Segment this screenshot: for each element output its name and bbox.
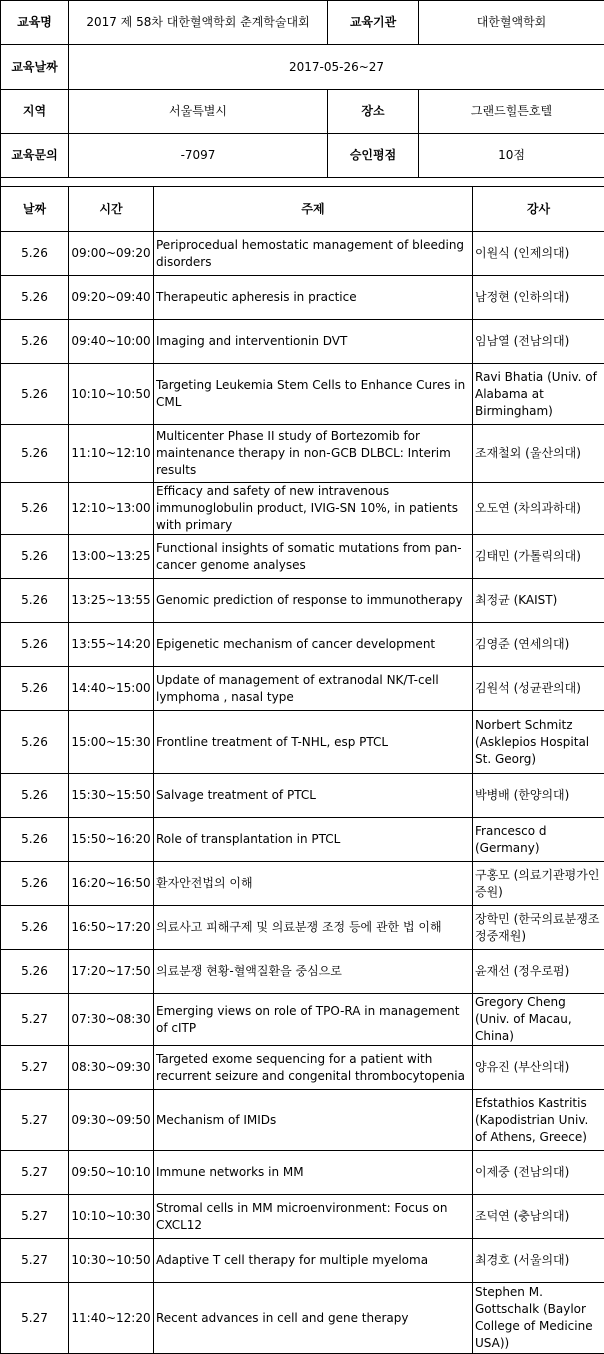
- row-speaker: 구홍모 (의료기관평가인증원): [473, 862, 604, 906]
- table-row: [1, 232, 604, 276]
- row-date: 5.27: [1, 1283, 69, 1354]
- row-topic: Epigenetic mechanism of cancer development: [154, 623, 473, 667]
- table-row: [1, 364, 604, 425]
- row-time: 14:40~15:00: [69, 667, 154, 711]
- row-date: 5.27: [1, 1239, 69, 1283]
- header-speaker: 강사: [473, 187, 604, 232]
- row-speaker: Norbert Schmitz (Asklepios Hospital St. Georg): [473, 711, 604, 774]
- row-date: 5.27: [1, 1046, 69, 1090]
- row-time: 13:55~14:20: [69, 623, 154, 667]
- header-date: 날짜: [1, 187, 69, 232]
- info-row: [1, 45, 604, 90]
- row-speaker: 최정균 (KAIST): [473, 579, 604, 623]
- row-speaker: 양유진 (부산의대): [473, 1046, 604, 1090]
- row-time: 09:40~10:00: [69, 320, 154, 364]
- contact-value: -7097: [69, 134, 328, 178]
- region-value: 서울특별시: [69, 90, 328, 134]
- row-speaker: 조재철외 (울산의대): [473, 425, 604, 483]
- row-date: 5.27: [1, 1090, 69, 1151]
- row-date: 5.26: [1, 232, 69, 276]
- row-date: 5.26: [1, 711, 69, 774]
- table-row: [1, 1046, 604, 1090]
- row-time: 15:30~15:50: [69, 774, 154, 818]
- row-speaker: 오도연 (차의과하대): [473, 483, 604, 535]
- row-topic: Genomic prediction of response to immunotherapy: [154, 579, 473, 623]
- row-time: 16:50~17:20: [69, 906, 154, 950]
- row-topic: Emerging views on role of TPO-RA in management of cITP: [154, 994, 473, 1046]
- row-time: 13:00~13:25: [69, 535, 154, 579]
- table-row: [1, 950, 604, 994]
- course-name-label: 교육명: [1, 1, 69, 45]
- table-row: [1, 862, 604, 906]
- row-speaker: 김원석 (성균관의대): [473, 667, 604, 711]
- row-date: 5.26: [1, 364, 69, 425]
- row-topic: Immune networks in MM: [154, 1151, 473, 1195]
- table-separator: [0, 176, 604, 186]
- row-date: 5.27: [1, 994, 69, 1046]
- row-date: 5.26: [1, 906, 69, 950]
- row-speaker: 장학민 (한국의료분쟁조정중재원): [473, 906, 604, 950]
- date-value: 2017-05-26~27: [69, 45, 604, 90]
- row-topic: Periprocedual hemostatic management of bleeding disorders: [154, 232, 473, 276]
- row-date: 5.26: [1, 579, 69, 623]
- table-row: [1, 276, 604, 320]
- table-row: [1, 1090, 604, 1151]
- row-date: 5.26: [1, 276, 69, 320]
- table-row: [1, 623, 604, 667]
- row-time: 08:30~09:30: [69, 1046, 154, 1090]
- row-date: 5.26: [1, 425, 69, 483]
- row-date: 5.26: [1, 862, 69, 906]
- row-date: 5.27: [1, 1195, 69, 1239]
- row-time: 15:00~15:30: [69, 711, 154, 774]
- row-speaker: Efstathios Kastritis (Kapodistrian Univ. of Athens, Greece): [473, 1090, 604, 1151]
- row-time: 11:40~12:20: [69, 1283, 154, 1354]
- row-time: 10:30~10:50: [69, 1239, 154, 1283]
- row-time: 16:20~16:50: [69, 862, 154, 906]
- row-topic: Salvage treatment of PTCL: [154, 774, 473, 818]
- course-info-table: [0, 0, 604, 178]
- row-speaker: 이제중 (전남의대): [473, 1151, 604, 1195]
- row-time: 09:00~09:20: [69, 232, 154, 276]
- row-time: 12:10~13:00: [69, 483, 154, 535]
- table-row: [1, 1239, 604, 1283]
- row-speaker: 조덕연 (충남의대): [473, 1195, 604, 1239]
- row-time: 09:50~10:10: [69, 1151, 154, 1195]
- row-speaker: 이원식 (인제의대): [473, 232, 604, 276]
- venue-value: 그랜드힐튼호텔: [419, 90, 604, 134]
- table-row: [1, 994, 604, 1046]
- course-name-value: 2017 제 58차 대한혈액학회 춘계학술대회: [69, 1, 328, 45]
- info-row: [1, 1, 604, 45]
- row-date: 5.26: [1, 623, 69, 667]
- row-time: 10:10~10:50: [69, 364, 154, 425]
- table-row: [1, 1151, 604, 1195]
- row-topic: Therapeutic apheresis in practice: [154, 276, 473, 320]
- row-time: 17:20~17:50: [69, 950, 154, 994]
- row-topic: Targeted exome sequencing for a patient with recurrent seizure and congenital thrombocytopenia: [154, 1046, 473, 1090]
- schedule-body: [1, 232, 604, 1354]
- credit-label: 승인평점: [328, 134, 419, 178]
- row-date: 5.26: [1, 535, 69, 579]
- region-label: 지역: [1, 90, 69, 134]
- row-date: 5.26: [1, 774, 69, 818]
- table-row: [1, 1283, 604, 1354]
- row-date: 5.26: [1, 667, 69, 711]
- row-topic: Multicenter Phase II study of Bortezomib for maintenance therapy in non-GCB DLBCL: Interim results: [154, 425, 473, 483]
- row-speaker: Francesco d (Germany): [473, 818, 604, 862]
- row-speaker: Gregory Cheng (Univ. of Macau, China): [473, 994, 604, 1046]
- header-topic: 주제: [154, 187, 473, 232]
- date-label: 교육날짜: [1, 45, 69, 90]
- venue-label: 장소: [328, 90, 419, 134]
- row-time: 13:25~13:55: [69, 579, 154, 623]
- row-speaker: 남정현 (인하의대): [473, 276, 604, 320]
- contact-label: 교육문의: [1, 134, 69, 178]
- row-topic: Frontline treatment of T-NHL, esp PTCL: [154, 711, 473, 774]
- row-speaker: 임남열 (전남의대): [473, 320, 604, 364]
- row-topic: Mechanism of IMIDs: [154, 1090, 473, 1151]
- schedule-table: [0, 186, 604, 1354]
- table-row: [1, 483, 604, 535]
- row-topic: Update of management of extranodal NK/T-cell lymphoma , nasal type: [154, 667, 473, 711]
- row-date: 5.26: [1, 950, 69, 994]
- row-topic: Efficacy and safety of new intravenous immunoglobulin product, IVIG-SN 10%, in patients with primary: [154, 483, 473, 535]
- credit-value: 10점: [419, 134, 604, 178]
- table-row: [1, 774, 604, 818]
- row-time: 10:10~10:30: [69, 1195, 154, 1239]
- table-row: [1, 425, 604, 483]
- row-topic: 환자안전법의 이해: [154, 862, 473, 906]
- table-row: [1, 711, 604, 774]
- row-topic: 의료사고 피해구제 및 의료분쟁 조정 등에 관한 법 이해: [154, 906, 473, 950]
- table-row: [1, 320, 604, 364]
- row-date: 5.26: [1, 483, 69, 535]
- schedule-header-row: [1, 187, 604, 232]
- info-row: [1, 134, 604, 178]
- row-topic: Imaging and interventionin DVT: [154, 320, 473, 364]
- table-row: [1, 818, 604, 862]
- row-topic: 의료분쟁 현황-혈액질환을 중심으로: [154, 950, 473, 994]
- row-time: 15:50~16:20: [69, 818, 154, 862]
- row-date: 5.26: [1, 320, 69, 364]
- row-speaker: Ravi Bhatia (Univ. of Alabama at Birmingham): [473, 364, 604, 425]
- row-speaker: 최경호 (서울의대): [473, 1239, 604, 1283]
- row-speaker: 김태민 (가톨릭의대): [473, 535, 604, 579]
- row-speaker: Stephen M. Gottschalk (Baylor College of Medicine USA)): [473, 1283, 604, 1354]
- row-date: 5.26: [1, 818, 69, 862]
- row-topic: Adaptive T cell therapy for multiple myeloma: [154, 1239, 473, 1283]
- row-time: 11:10~12:10: [69, 425, 154, 483]
- row-time: 09:20~09:40: [69, 276, 154, 320]
- table-row: [1, 1195, 604, 1239]
- row-topic: Stromal cells in MM microenvironment: Focus on CXCL12: [154, 1195, 473, 1239]
- row-topic: Functional insights of somatic mutations from pan-cancer genome analyses: [154, 535, 473, 579]
- row-time: 07:30~08:30: [69, 994, 154, 1046]
- header-time: 시간: [69, 187, 154, 232]
- row-topic: Role of transplantation in PTCL: [154, 818, 473, 862]
- row-date: 5.27: [1, 1151, 69, 1195]
- institution-label: 교육기관: [328, 1, 419, 45]
- table-row: [1, 579, 604, 623]
- row-time: 09:30~09:50: [69, 1090, 154, 1151]
- row-speaker: 김영준 (연세의대): [473, 623, 604, 667]
- row-speaker: 윤재선 (정우로펌): [473, 950, 604, 994]
- row-topic: Recent advances in cell and gene therapy: [154, 1283, 473, 1354]
- table-row: [1, 906, 604, 950]
- table-row: [1, 667, 604, 711]
- row-topic: Targeting Leukemia Stem Cells to Enhance Cures in CML: [154, 364, 473, 425]
- table-row: [1, 535, 604, 579]
- info-row: [1, 90, 604, 134]
- institution-value: 대한혈액학회: [419, 1, 604, 45]
- row-speaker: 박병배 (한양의대): [473, 774, 604, 818]
